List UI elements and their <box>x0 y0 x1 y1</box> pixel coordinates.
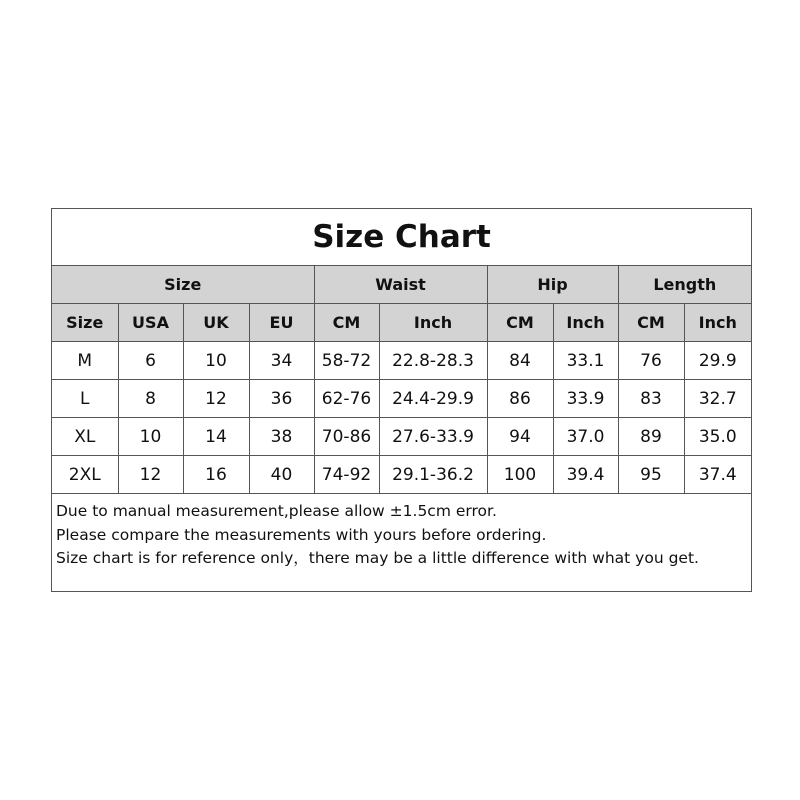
table-cell: 76 <box>618 342 684 380</box>
column-header: EU <box>249 304 314 342</box>
table-cell: 2XL <box>52 456 118 494</box>
group-header-waist: Waist <box>314 266 487 304</box>
table-cell: 12 <box>183 380 249 418</box>
table-row <box>52 456 751 494</box>
group-header-length: Length <box>618 266 751 304</box>
table-cell: 12 <box>118 456 183 494</box>
column-header: Size <box>52 304 118 342</box>
table-cell: L <box>52 380 118 418</box>
table-cell: 58-72 <box>314 342 379 380</box>
note-line: Please compare the measurements with yours before ordering. <box>56 525 547 544</box>
page-title: Size Chart <box>52 209 751 266</box>
table-cell: 24.4-29.9 <box>379 380 487 418</box>
table-cell: 95 <box>618 456 684 494</box>
group-header-row <box>52 266 751 304</box>
table-cell: 10 <box>183 342 249 380</box>
table-cell: 27.6-33.9 <box>379 418 487 456</box>
table-cell: 38 <box>249 418 314 456</box>
table-row <box>52 418 751 456</box>
table-cell: 8 <box>118 380 183 418</box>
column-header-row <box>52 304 751 342</box>
table-cell: XL <box>52 418 118 456</box>
group-header-hip: Hip <box>487 266 618 304</box>
table-row <box>52 342 751 380</box>
table-cell: 29.9 <box>684 342 751 380</box>
table-cell: 86 <box>487 380 553 418</box>
column-header: Inch <box>553 304 618 342</box>
table-cell: 34 <box>249 342 314 380</box>
column-header: CM <box>487 304 553 342</box>
table-cell: 33.1 <box>553 342 618 380</box>
table-cell: 94 <box>487 418 553 456</box>
table-cell: 6 <box>118 342 183 380</box>
table-cell: 39.4 <box>553 456 618 494</box>
column-header: Inch <box>684 304 751 342</box>
table-cell: 83 <box>618 380 684 418</box>
size-chart <box>51 208 752 592</box>
table-cell: 16 <box>183 456 249 494</box>
table-cell: 36 <box>249 380 314 418</box>
table-cell: 37.0 <box>553 418 618 456</box>
table-cell: 32.7 <box>684 380 751 418</box>
note-line: Size chart is for reference only，there may be a little difference with what you get. <box>56 549 699 567</box>
table-cell: 74-92 <box>314 456 379 494</box>
size-chart-table <box>52 209 751 494</box>
table-row <box>52 380 751 418</box>
table-cell: 35.0 <box>684 418 751 456</box>
column-header: UK <box>183 304 249 342</box>
column-header: Inch <box>379 304 487 342</box>
table-cell: 70-86 <box>314 418 379 456</box>
table-cell: 89 <box>618 418 684 456</box>
group-header-size: Size <box>52 266 314 304</box>
table-cell: 29.1-36.2 <box>379 456 487 494</box>
note-line: Due to manual measurement,please allow ±1.5cm error. <box>56 502 497 520</box>
table-cell: 84 <box>487 342 553 380</box>
column-header: USA <box>118 304 183 342</box>
table-cell: M <box>52 342 118 380</box>
table-cell: 14 <box>183 418 249 456</box>
table-body <box>52 342 751 494</box>
table-cell: 33.9 <box>553 380 618 418</box>
column-header: CM <box>618 304 684 342</box>
table-cell: 100 <box>487 456 553 494</box>
column-header: CM <box>314 304 379 342</box>
table-cell: 40 <box>249 456 314 494</box>
table-cell: 62-76 <box>314 380 379 418</box>
notes <box>52 494 751 571</box>
table-cell: 37.4 <box>684 456 751 494</box>
table-cell: 10 <box>118 418 183 456</box>
table-cell: 22.8-28.3 <box>379 342 487 380</box>
